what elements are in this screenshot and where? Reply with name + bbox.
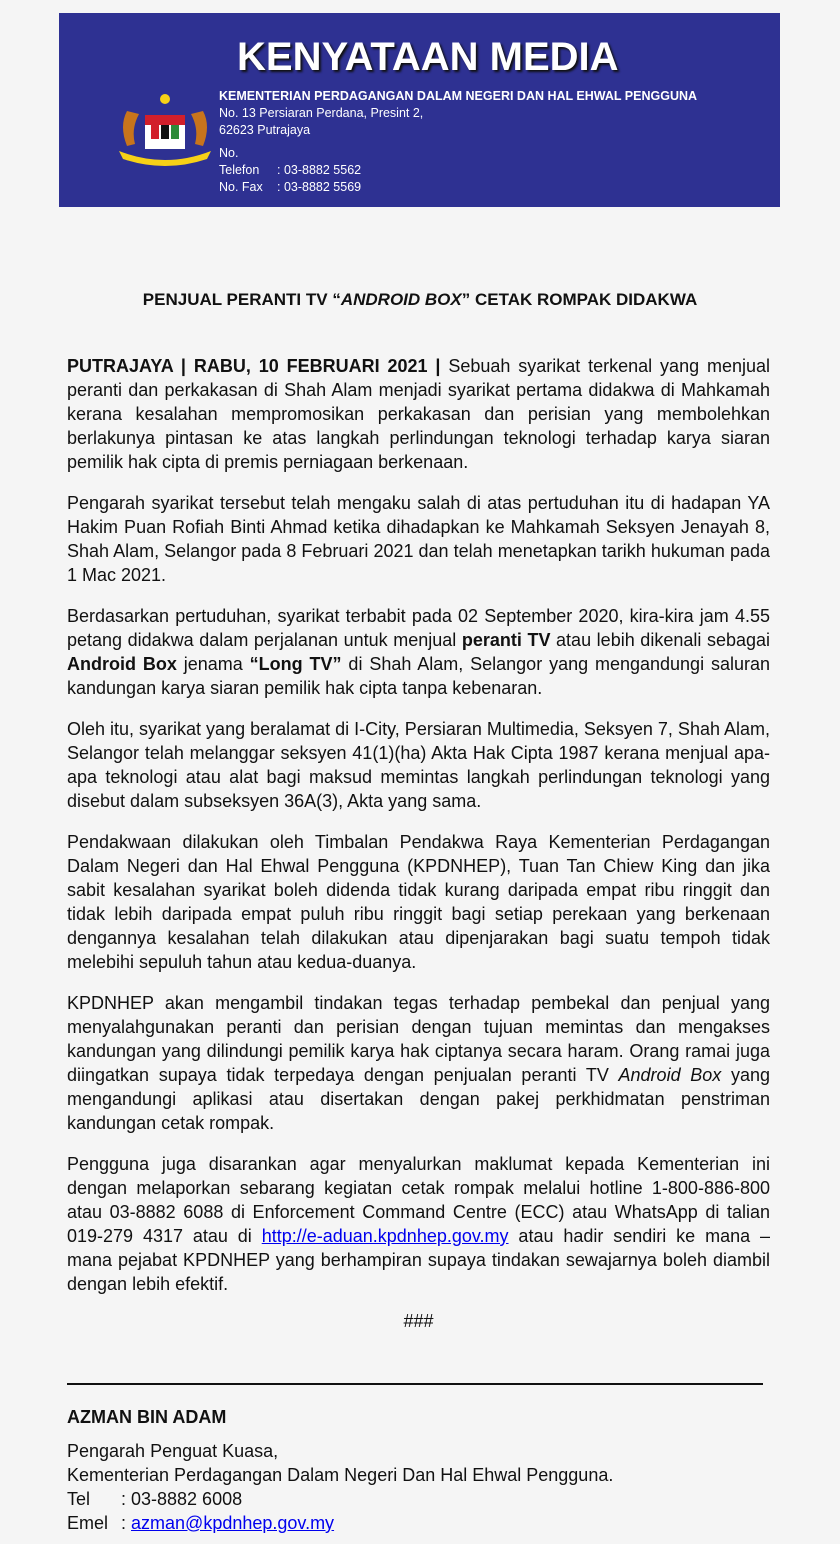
email-label: Emel	[67, 1513, 109, 1533]
email-link[interactable]: azman@kpdnhep.gov.my	[131, 1513, 335, 1533]
address-line-2: 62623 Putrajaya	[219, 123, 311, 137]
text-segment: Pengarah syarikat tersebut telah mengaku salah di atas pertuduhan itu di hadapan YA Hakim Puan Rofiah Binti Ahmad ketika dihadapkan ke Mahkamah Seksyen Jenayah 8, Shah Alam, Selangor pada 8 Februari 2021 dan telah menetapkan tarikh hukuman pada 1 Mac 2021.	[67, 493, 770, 585]
signatory-name: AZMAN BIN ADAM	[67, 1407, 227, 1427]
paragraph-3	[67, 604, 770, 700]
tel-value: : 03-8882 6008	[121, 1489, 243, 1509]
text-segment: jenama	[176, 654, 250, 674]
text-segment: Pendakwaan dilakukan oleh Timbalan Pendakwa Raya Kementerian Perdagangan Dalam Negeri dan Hal Ehwal Pengguna (KPDNHEP), Tuan Tan Chiew King dan jika sabit kesalahan syarikat boleh didenda tidak kurang daripada empat ribu ringgit dan tidak lebih daripada empat puluh ribu ringgit bagi setiap perekaan yang berkenaan dengannya kesalahan telah dilakukan atau dipenjarakan bagi suatu tempoh tidak melebihi sepuluh tahun atau kedua-duanya.	[67, 832, 770, 972]
e-aduan-link[interactable]: http://e-aduan.kpdnhep.gov.my	[261, 1226, 509, 1246]
headline-text-end: ” CETAK ROMPAK DIDAKWA	[461, 290, 698, 309]
signatory-ministry: Kementerian Perdagangan Dalam Negeri Dan Hal Ehwal Pengguna.	[67, 1465, 614, 1485]
fax-row	[219, 179, 697, 196]
bold-text: “Long TV”	[249, 654, 342, 674]
text-segment: Pengguna juga disarankan agar menyalurkan maklumat kepada Kementerian ini dengan melaporkan sebarang kegiatan cetak rompak melalui hotline 1-800-886-800 atau 03-8882 6088 di Enforcement Command Centre (ECC) atau WhatsApp di talian 019-279 4317 atau di	[67, 1154, 770, 1246]
email-separator: :	[121, 1513, 132, 1533]
paragraph-6	[67, 991, 770, 1135]
article-body	[67, 354, 770, 1333]
text-segment: Oleh itu, syarikat yang beralamat di I-City, Persiaran Multimedia, Seksyen 7, Shah Alam, Selangor telah melanggar seksyen 41(1)(ha) Akta Hak Cipta 1987 kerana menjual apa-apa teknologi atau alat bagi maksud memintas langkah perlindungan teknologi yang disebut dalam subseksyen 36A(3), Akta yang sama.	[67, 719, 770, 811]
ministry-name: KEMENTERIAN PERDAGANGAN DALAM NEGERI DAN HAL EHWAL PENGGUNA	[219, 89, 698, 103]
bold-text: peranti TV	[461, 630, 551, 650]
signature-block	[67, 1405, 613, 1535]
telephone-row	[219, 145, 697, 179]
headline-text: PENJUAL PERANTI TV “	[142, 290, 341, 309]
telephone-value: : 03-8882 5562	[277, 163, 362, 177]
paragraph-4	[67, 717, 770, 813]
paragraph-5	[67, 830, 770, 974]
text-segment: yang mengandungi aplikasi atau disertakan dengan pakej perkhidmatan penstriman kandungan cetak rompak.	[67, 1065, 770, 1133]
italic-text: Android Box	[618, 1065, 722, 1085]
text-segment: Berdasarkan pertuduhan, syarikat terbabit pada 02 September 2020, kira-kira jam 4.55 petang didakwa dalam perjalanan untuk menjual	[67, 606, 770, 650]
signatory-position: Pengarah Penguat Kuasa,	[67, 1441, 279, 1461]
paragraph-2	[67, 491, 770, 587]
text-segment: di Shah Alam, Selangor yang mengandungi saluran kandungan karya siaran pemilik hak cipta tanpa kebenaran.	[67, 654, 770, 698]
header-title: KENYATAAN MEDIA	[237, 35, 619, 79]
header-banner	[59, 13, 780, 207]
bold-text: Android Box	[67, 654, 177, 674]
signatory-email-row	[67, 1511, 613, 1535]
divider	[67, 1383, 763, 1385]
signatory-tel-row	[67, 1487, 613, 1511]
fax-label: No. Fax	[219, 180, 263, 194]
bold-text: PUTRAJAYA | RABU, 10 FEBRUARI 2021 |	[67, 356, 449, 376]
headline-italic-text: ANDROID BOX	[340, 290, 462, 309]
telephone-label: No. Telefon	[219, 146, 260, 177]
tel-label: Tel	[67, 1489, 91, 1509]
text-segment: KPDNHEP akan mengambil tindakan tegas terhadap pembekal dan penjual yang menyalahgunakan peranti dan perisian dengan tujuan memintas dan mengakses kandungan yang dilindungi pemilik karya hak ciptanya secara haram. Orang ramai juga diingatkan supaya tidak terpedaya dengan penjualan peranti TV	[67, 993, 770, 1085]
fax-value: : 03-8882 5569	[277, 180, 362, 194]
paragraph-7	[67, 1152, 770, 1296]
text-segment: atau hadir sendiri ke mana – mana pejabat KPDNHEP yang berhampiran supaya tindakan sewajarnya boleh diambil dengan lebih efektif.	[67, 1226, 770, 1294]
end-mark: ###	[403, 1311, 434, 1331]
text-segment: atau lebih dikenali sebagai	[550, 630, 770, 650]
address-line-1: No. 13 Persiaran Perdana, Presint 2,	[219, 106, 424, 120]
text-segment: Sebuah syarikat terkenal yang menjual peranti dan perkakasan di Shah Alam menjadi syarikat pertama didakwa di Mahkamah kerana kesalahan mempromosikan perkakasan dan perisian yang membolehkan berlakunya pintasan ke atas langkah perlindungan teknologi terhadap karya siaran pemilik hak cipta di premis perniagaan berkenaan.	[67, 356, 770, 472]
paragraph-1	[67, 354, 770, 474]
headline	[0, 290, 840, 310]
ministry-contact-info	[219, 88, 697, 196]
coat-of-arms-logo	[115, 91, 215, 171]
